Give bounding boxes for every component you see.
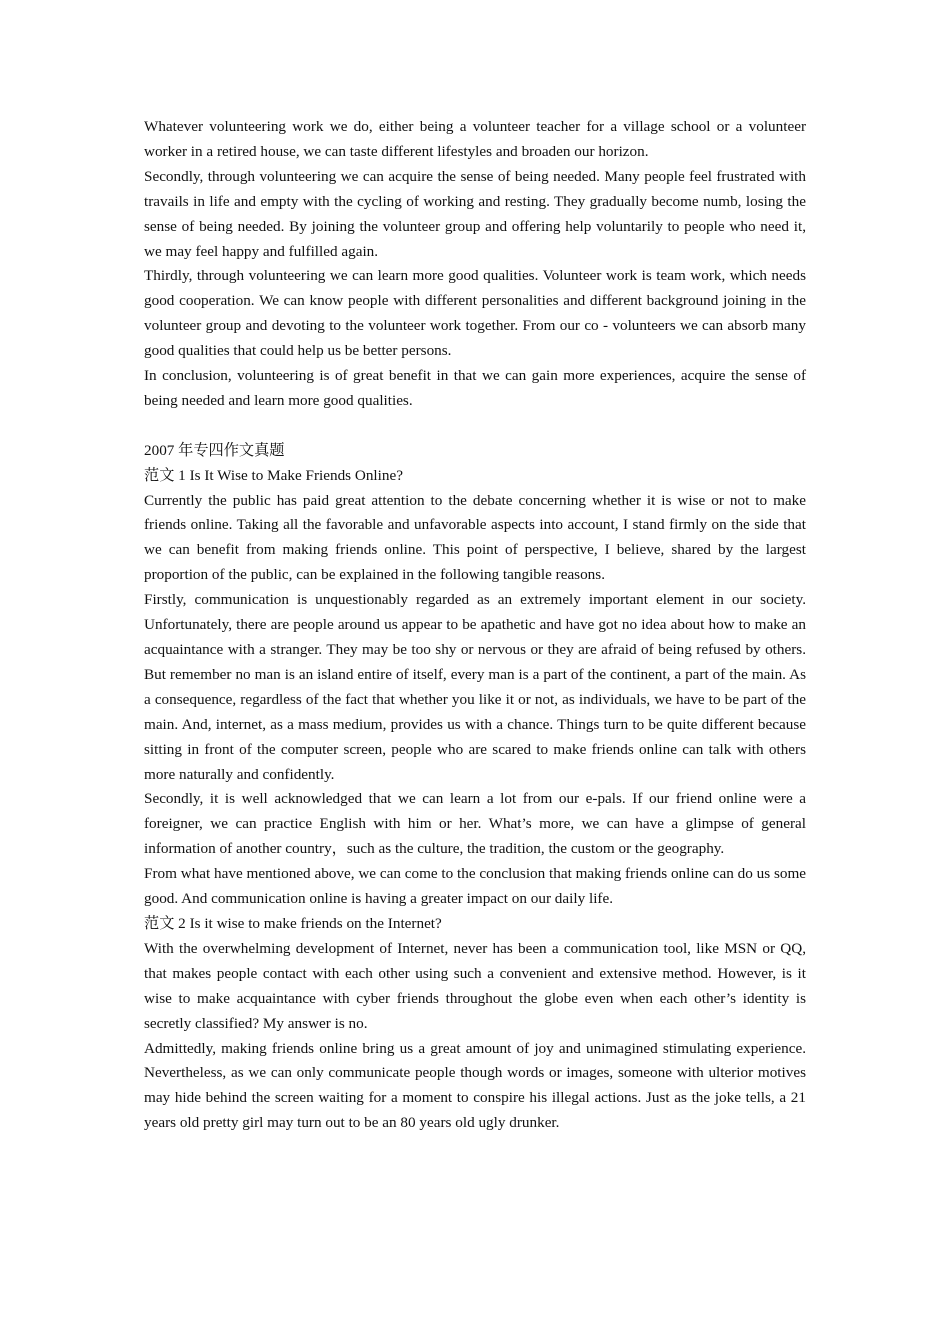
essay-1-paragraph-2: Firstly, communication is unquestionably regarded as an extremely important element in our society. Unfortunately, there are people around us appear to be apathetic and have got no idea about how to make an acquaintance with a stranger. They may be too shy or nervous or they are afraid of being refused by others. But remember no man is an island entire of itself, every man is a part of the continent, a part of the main. As a consequence, regardless of the fact that whether you like it or not, as individuals, we have to be part of the main. And, internet, as a mass medium, provides us with a chance. Things turn to be quite different because sitting in front of the computer screen, people who are scared to make friends online can talk with others more naturally and confidently. bbox=[144, 591, 806, 783]
essay-1-paragraph-3: Secondly, it is well acknowledged that we can learn a lot from our e-pals. If our friend online were a foreigner, we can practice English with him or her. What’s more, we can have a glimpse of general information of another country，such as the culture, the tradition, the custom or the geography. bbox=[144, 790, 806, 858]
volunteer-paragraph-1: Whatever volunteering work we do, either being a volunteer teacher for a village school or a volunteer worker in a retired house, we can taste different lifestyles and broaden our horizon. bbox=[144, 118, 806, 160]
document-page bbox=[144, 115, 806, 1136]
volunteer-paragraph-4: In conclusion, volunteering is of great benefit in that we can gain more experiences, acquire the sense of being needed and learn more good qualities. bbox=[144, 367, 806, 409]
section-title: 2007 年专四作文真题 bbox=[144, 441, 285, 459]
section-spacer bbox=[144, 414, 806, 439]
essay-2-paragraph-1: With the overwhelming development of Internet, never has been a communication tool, like MSN or QQ, that makes people contact with each other using such a convenient and extensive method. However, is it wise to make acquaintance with cyber friends throughout the globe even when each other’s identity is secretly classified? My answer is no. bbox=[144, 939, 806, 1032]
essay-2-title: 范文 2 Is it wise to make friends on the Internet? bbox=[144, 914, 442, 932]
volunteer-paragraph-2: Secondly, through volunteering we can acquire the sense of being needed. Many people feel frustrated with travails in life and empty with the cycling of working and resting. They gradually become numb, losing the sense of being needed. By joining the volunteer group and offering help voluntarily to people who need it, we may feel happy and fulfilled again. bbox=[144, 167, 806, 260]
essay-1-title: 范文 1 Is It Wise to Make Friends Online? bbox=[144, 466, 403, 484]
volunteer-paragraph-3: Thirdly, through volunteering we can learn more good qualities. Volunteer work is team work, which needs good cooperation. We can know people with different personalities and different background joining in the volunteer group and devoting to the volunteer work together. From our co - volunteers we can absorb many good qualities that could help us be better persons. bbox=[144, 267, 806, 360]
essay-1-paragraph-1: Currently the public has paid great attention to the debate concerning whether it is wise or not to make friends online. Taking all the favorable and unfavorable aspects into account, I stand firmly on the side that we can benefit from making friends online. This point of perspective, I believe, shared by the largest proportion of the public, can be explained in the following tangible reasons. bbox=[144, 491, 806, 584]
essay-1-paragraph-4: From what have mentioned above, we can come to the conclusion that making friends online can do us some good. And communication online is having a greater impact on our daily life. bbox=[144, 865, 806, 908]
essay-2-paragraph-2: Admittedly, making friends online bring us a great amount of joy and unimagined stimulating experience. Nevertheless, as we can only communicate people though words or images, someone with ulterior motives may hide behind the screen waiting for a moment to conspire his illegal actions. Just as the joke tells, a 21 years old pretty girl may turn out to be an 80 years old ugly drunker. bbox=[144, 1039, 806, 1132]
